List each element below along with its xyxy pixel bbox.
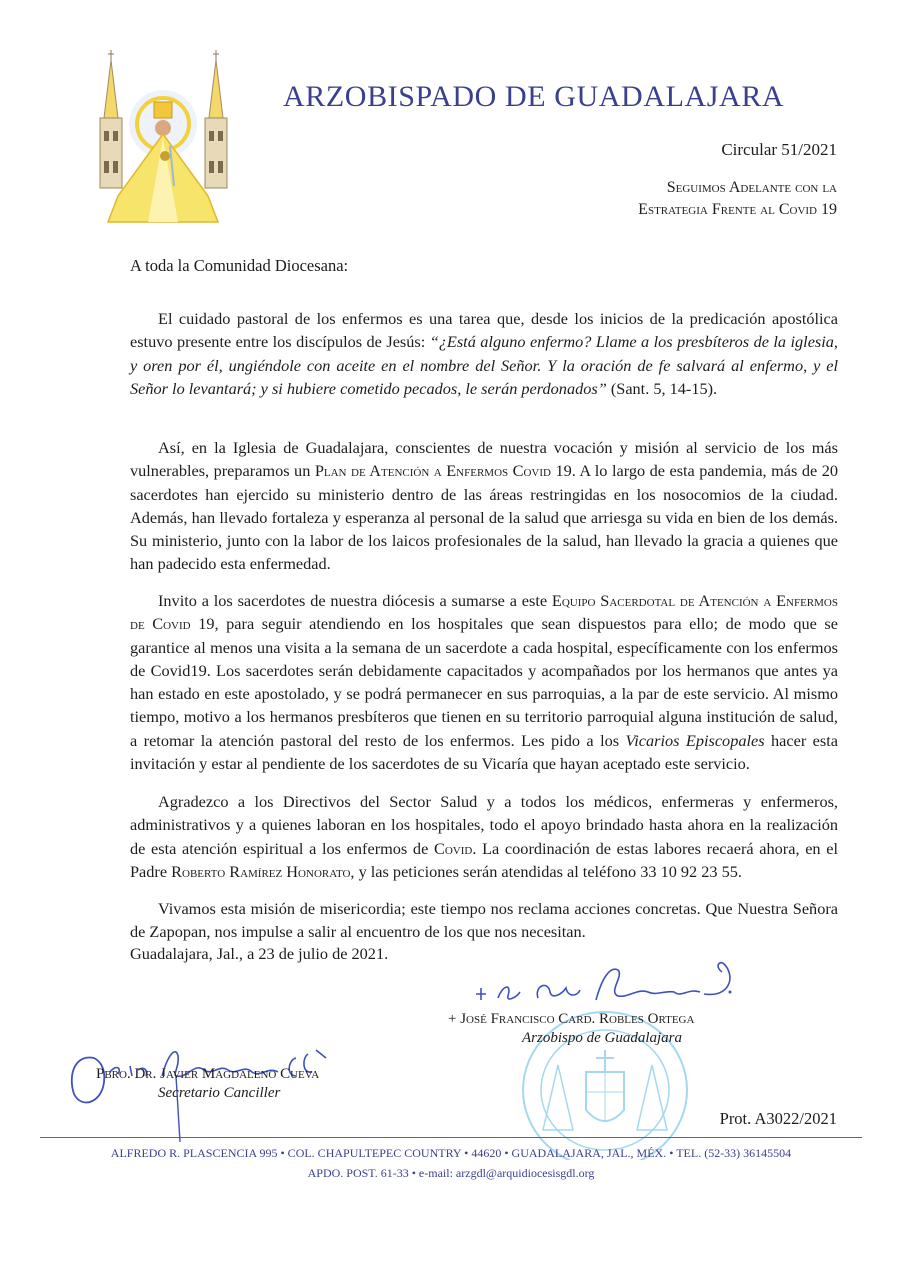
archdiocese-logo: [78, 46, 248, 236]
paragraph-2: [130, 436, 838, 576]
coordinator-name: Roberto Ramírez Honorato: [171, 861, 351, 881]
p3-text-c: hacer esta invitación y estar al pendiente de los sacerdotes de su Vicaría que hayan aceptado este servicio.: [130, 730, 838, 774]
subject-line-1: Seguimos Adelante con la: [666, 179, 837, 196]
place-and-date: Guadalajara, Jal., a 23 de julio de 2021.: [130, 944, 389, 963]
footer-address: ALFREDO R. PLASCENCIA 995 • COL. CHAPULTEPEC COUNTRY • 44620 • GUADALAJARA, JAL., MÉX. • TEL. (52-33) 36145504: [110, 1146, 792, 1160]
p1-text-a: El cuidado pastoral de los enfermos es una tarea que, desde los inicios de la predicación apostólica estuvo presente entre los discípulos de Jesús:: [130, 309, 838, 352]
secretary-role: Secretario Canciller: [158, 1085, 281, 1101]
paragraph-4: [130, 790, 838, 883]
p3-text-a: Invito a los sacerdotes de nuestra diócesis a sumarse a este: [158, 591, 552, 610]
paragraph-1: [130, 307, 838, 400]
archbishop-signature-block: [448, 1011, 694, 1047]
p1-text-b: (Sant. 5, 14-15).: [606, 378, 718, 398]
paragraph-3: [130, 589, 838, 775]
p2-text-a: Así, en la Iglesia de Guadalajara, conscientes de nuestra vocación y misión al servicio de los más vulnerables, preparamos un: [130, 438, 838, 481]
subject-line-2: Estrategia Frente al Covid 19: [638, 201, 837, 218]
secretary-signature-block: [96, 1066, 319, 1102]
p4-text-b: . La coordinación de estas labores recaerá ahora, en el Padre: [130, 838, 838, 881]
p4-text-a: Agradezco a los Directivos del Sector Salud y a todos los médicos, enfermeras y enfermeros, administrativos y a quienes laboran en los hospitales, todo el apoyo brindado hasta ahora en la realización de esta atención espiritual a los enfermos de: [130, 792, 838, 858]
footer-divider: [40, 1137, 862, 1138]
plan-name: Plan de Atención a Enfermos Covid 19: [314, 461, 572, 481]
vicarios-episcopales: Vicarios Episcopales: [625, 730, 765, 750]
covid-term: Covid: [433, 838, 473, 858]
circular-number: Circular 51/2021: [721, 140, 837, 159]
p2-text-b: . A lo largo de esta pandemia, más de 20 sacerdotes han ejercido su ministerio dentro de las áreas restringidas en los nosocomios de la ciudad. Además, han llevado fortaleza y esperanza al personal de la salud que arriesga su vida en bien de los demás. Su ministerio, junto con la labor de los laicos profesionales de la salud, han llevado la gracia a quienes que han padecido esta enfermedad.: [130, 461, 838, 574]
circular-subject: [638, 177, 837, 221]
p4-text-c: , y las peticiones serán atendidas al teléfono 33 10 92 23 55.: [350, 861, 742, 881]
protocol-number: Prot. A3022/2021: [719, 1109, 837, 1128]
paragraph-5: [130, 897, 838, 944]
team-name: Equipo Sacerdotal de Atención a Enfermos de Covid 19: [130, 591, 838, 634]
archbishop-role: Arzobispo de Guadalajara: [522, 1030, 683, 1046]
secretary-name: Pbro. Dr. Javier Magdaleno Cueva: [96, 1066, 320, 1082]
p3-text-b: , para seguir atendiendo en los hospitales que sean dispuestos para ello; de modo que se garantice al menos una visita a la semana de un sacerdote a cada hospital, específicamente con los enfermos de Covid19. Los sacerdotes serán debidamente capacitados y acompañados por los hermanos que antes ya han estado en este apostolado, y se podrá permanecer en sus parroquias, a la par de este servicio. Al mismo tiempo, motivo a los hermanos presbíteros que tienen en su territorio parroquial alguna institución de salud, a retomar la atención pastoral del resto de los enfermos. Les pido a los: [130, 614, 838, 750]
greeting: A toda la Comunidad Diocesana:: [130, 256, 349, 275]
footer-contact: APDO. POST. 61-33 • e-mail: arzgdl@arquidiocesisgdl.org: [307, 1166, 595, 1180]
bible-quote: “¿Está alguno enfermo? Llame a los presbíteros de la iglesia, y oren por él, ungiéndole con aceite en el nombre del Señor. Y la oración de fe salvará al enfermo, y el Señor lo levantará; y si hubiere cometido pecados, le serán perdonados”: [130, 332, 838, 398]
archbishop-handwritten-signature: [468, 958, 768, 1018]
p5-text: Vivamos esta misión de misericordia; este tiempo nos reclama acciones concretas. Que Nuestra Señora de Zapopan, nos impulse a salir al encuentro de los que nos necesitan.: [130, 899, 838, 942]
archbishop-name: + José Francisco Card. Robles Ortega: [448, 1011, 695, 1027]
cathedral-virgin-icon: [78, 46, 248, 236]
organization-title: ARZOBISPADO DE GUADALAJARA: [283, 80, 785, 113]
